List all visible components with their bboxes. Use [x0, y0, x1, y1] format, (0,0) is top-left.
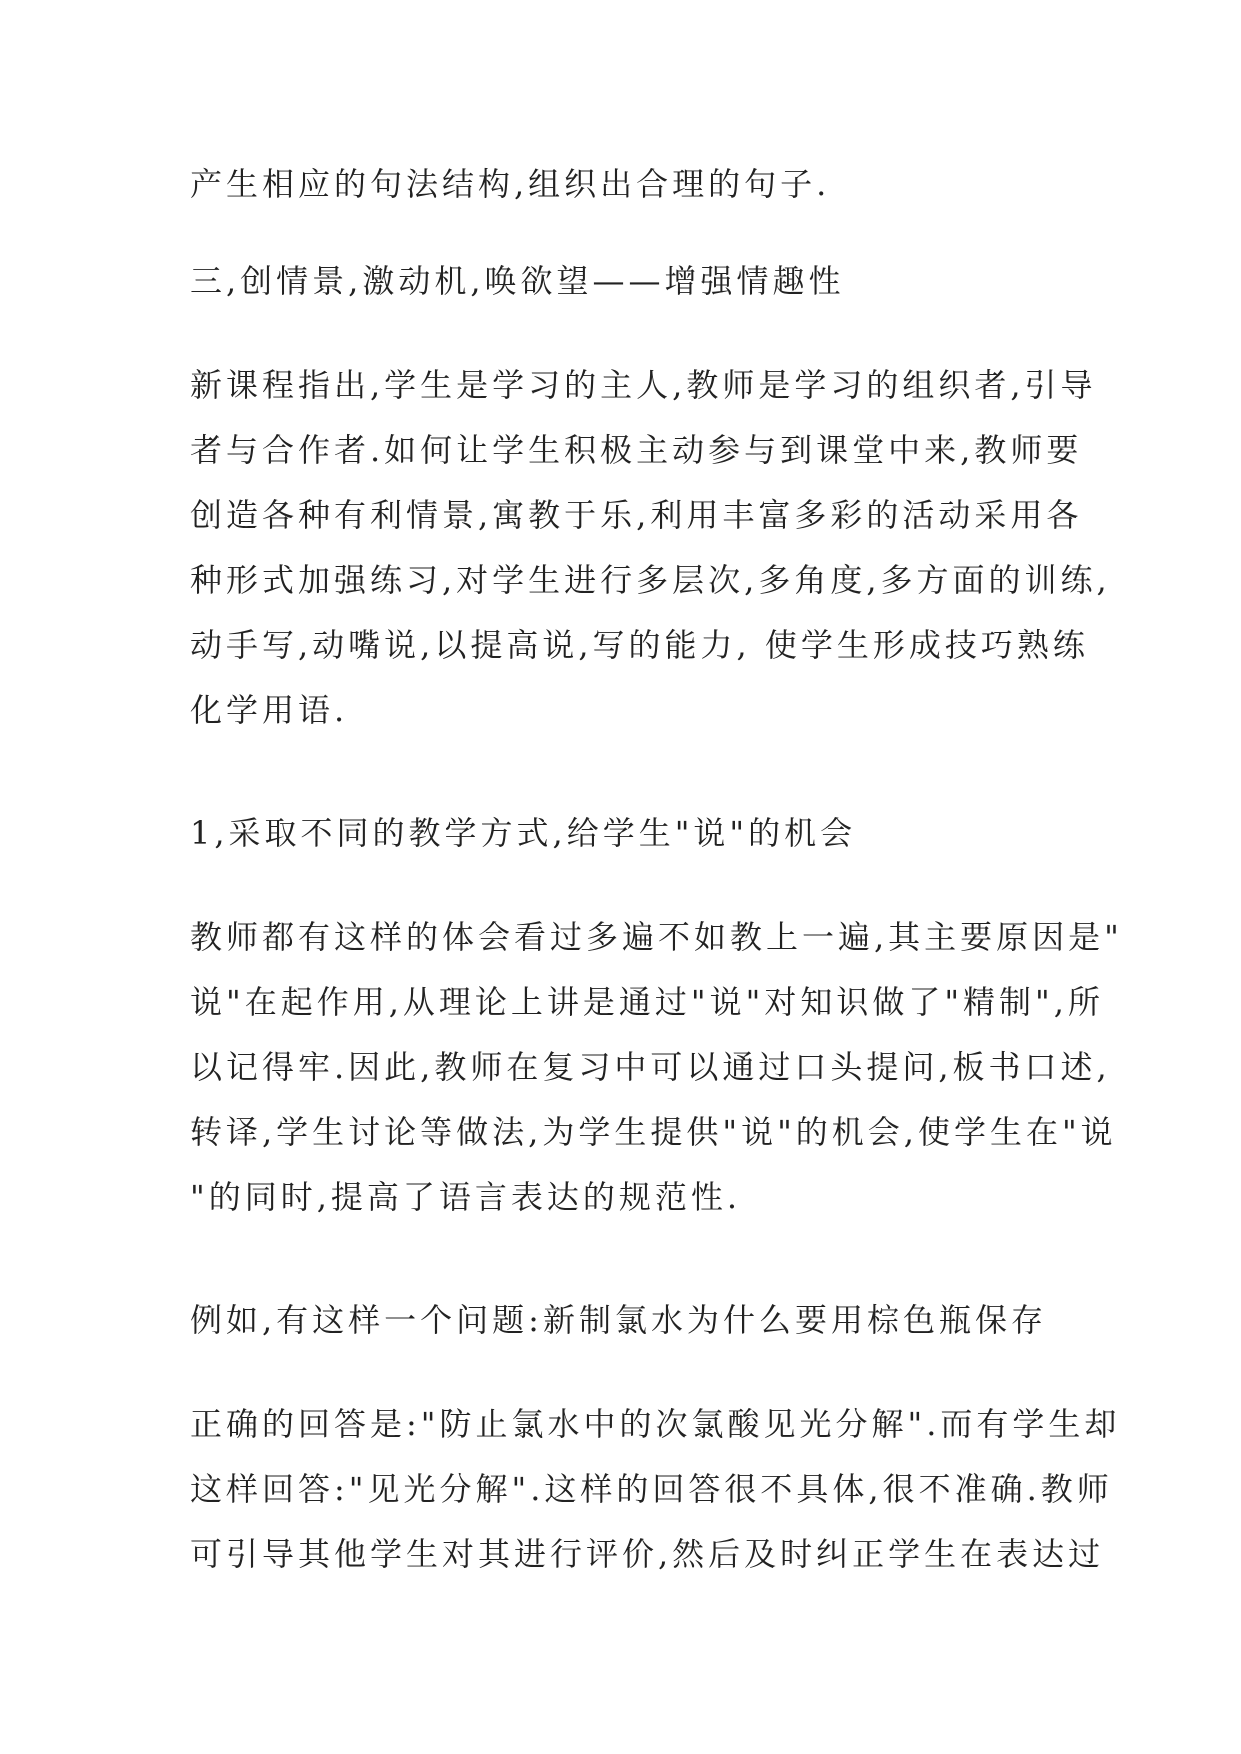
- text-line: 例如,有这样一个问题:新制氯水为什么要用棕色瓶保存: [190, 1301, 1047, 1339]
- text-line: "的同时,提高了语言表达的规范性.: [190, 1178, 742, 1216]
- text-line: 三,创情景,激动机,唤欲望——增强情趣性: [190, 262, 845, 300]
- paragraph-7: [190, 1392, 1121, 1587]
- text-line: 者与合作者.如何让学生积极主动参与到课堂中来,教师要: [190, 431, 1083, 469]
- text-line: 教师都有这样的体会看过多遍不如教上一遍,其主要原因是": [190, 918, 1123, 956]
- text-line: 可引导其他学生对其进行评价,然后及时纠正学生在表达过: [190, 1535, 1105, 1573]
- text-line: 这样回答:"见光分解".这样的回答很不具体,很不准确.教师: [190, 1470, 1113, 1508]
- text-line: 以记得牢.因此,教师在复习中可以通过口头提问,板书口述,: [190, 1048, 1111, 1086]
- text-line: 产生相应的句法结构,组织出合理的句子.: [190, 165, 831, 203]
- text-line: 说"在起作用,从理论上讲是通过"说"对知识做了"精制",所: [190, 983, 1104, 1021]
- text-line: 1,采取不同的教学方式,给学生"说"的机会: [190, 814, 857, 852]
- text-line: 种形式加强练习,对学生进行多层次,多角度,多方面的训练,: [190, 561, 1111, 599]
- text-line: 化学用语.: [190, 691, 349, 729]
- paragraph-1: [190, 152, 1070, 217]
- text-line: 转译,学生讨论等做法,为学生提供"说"的机会,使学生在"说: [190, 1113, 1117, 1151]
- section-heading-3: [190, 249, 1070, 314]
- text-line: 创造各种有利情景,寓教于乐,利用丰富多彩的活动采用各: [190, 496, 1083, 534]
- text-line: 新课程指出,学生是学习的主人,教师是学习的组织者,引导: [190, 366, 1097, 404]
- subsection-heading-1: [190, 801, 1070, 866]
- text-line: 动手写,动嘴说,以提高说,写的能力, 使学生形成技巧熟练: [190, 626, 1089, 664]
- paragraph-5: [190, 905, 1123, 1230]
- paragraph-6: [190, 1288, 1070, 1353]
- paragraph-3: [190, 353, 1111, 743]
- text-line: 正确的回答是:"防止氯水中的次氯酸见光分解".而有学生却: [190, 1405, 1121, 1443]
